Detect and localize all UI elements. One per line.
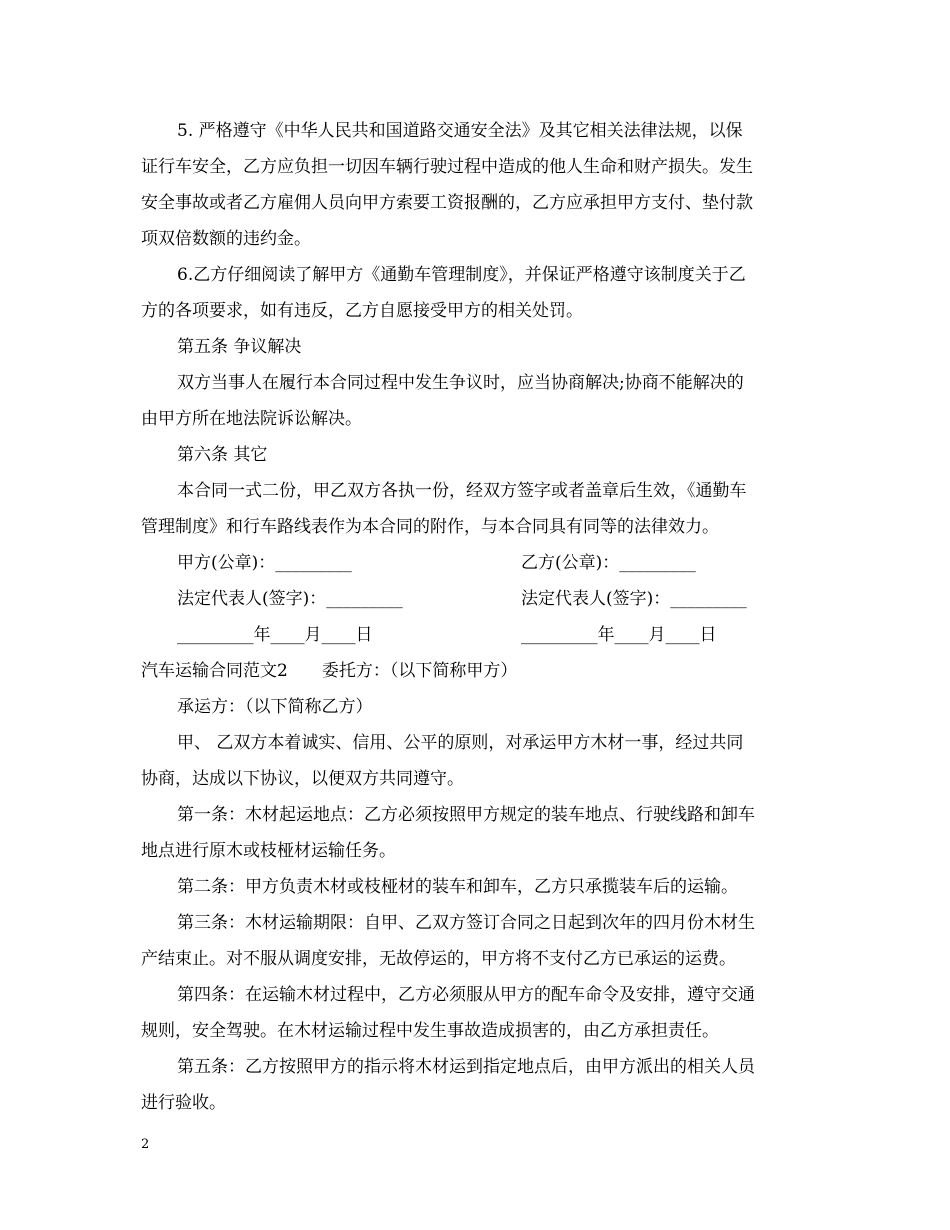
paragraph-line: 甲、 乙双方本着诚实、信用、公平的原则，对承运甲方木材一事，经过共同 — [177, 733, 744, 753]
paragraph-line: 双方当事人在履行本合同过程中发生争议时，应当协商解决;协商不能解决的 — [177, 373, 744, 393]
paragraph-line: 第四条：在运输木材过程中，乙方必须服从甲方的配车命令及安排，遵守交通 — [177, 985, 755, 1005]
contract-title-line: 汽车运输合同范文2 委托方：（以下简称甲方） — [141, 661, 518, 681]
paragraph-line: 5. 严格遵守《中华人民共和国道路交通安全法》及其它相关法律法规，以保 — [177, 121, 743, 141]
paragraph-line: 方的各项要求，如有违反，乙方自愿接受甲方的相关处罚。 — [141, 301, 583, 321]
paragraph-line: 第三条：木材运输期限：自甲、乙双方签订合同之日起到次年的四月份木材生 — [177, 913, 755, 933]
paragraph-line: 地点进行原木或枝桠材运输任务。 — [141, 841, 396, 861]
paragraph-line: 规则，安全驾驶。在木材运输过程中发生事故造成损害的，由乙方承担责任。 — [141, 1021, 719, 1041]
paragraph-line: 第二条：甲方负责木材或枝桠材的装车和卸车，乙方只承揽装车后的运输。 — [177, 877, 738, 897]
party-a-date: _________年____月____日 — [177, 625, 373, 645]
party-b-representative: 法定代表人(签字)：_________ — [521, 589, 747, 609]
party-b-date: _________年____月____日 — [521, 625, 717, 645]
party-b-seal: 乙方(公章)：_________ — [521, 553, 696, 573]
section-heading: 第六条 其它 — [177, 445, 268, 465]
paragraph-line: 进行验收。 — [141, 1093, 226, 1113]
paragraph-line: 安全事故或者乙方雇佣人员向甲方索要工资报酬的，乙方应承担甲方支付、垫付款 — [141, 193, 753, 213]
page-number: 2 — [141, 1137, 150, 1152]
paragraph-line: 协商，达成以下协议，以便双方共同遵守。 — [141, 769, 464, 789]
paragraph-line: 项双倍数额的违约金。 — [141, 229, 311, 249]
paragraph-line: 证行车安全，乙方应负担一切因车辆行驶过程中造成的他人生命和财产损失。发生 — [141, 157, 753, 177]
paragraph-line: 管理制度》和行车路线表作为本合同的附作，与本合同具有同等的法律效力。 — [141, 517, 719, 537]
party-a-representative: 法定代表人(签字)：_________ — [177, 589, 403, 609]
paragraph-line: 第五条：乙方按照甲方的指示将木材运到指定地点后，由甲方派出的相关人员 — [177, 1057, 755, 1077]
party-a-seal: 甲方(公章)：_________ — [177, 553, 352, 573]
paragraph-line: 第一条：木材起运地点：乙方必须按照甲方规定的装车地点、行驶线路和卸车 — [177, 805, 755, 825]
paragraph-line: 本合同一式二份，甲乙双方各执一份，经双方签字或者盖章后生效，《通勤车 — [177, 481, 747, 501]
paragraph-line: 承运方：（以下简称乙方） — [177, 697, 373, 717]
signature-row — [177, 589, 857, 609]
paragraph-line: 产结束止。对不服从调度安排，无故停运的，甲方将不支付乙方已承运的运费。 — [141, 949, 736, 969]
paragraph-line: 6.乙方仔细阅读了解甲方《通勤车管理制度》，并保证严格遵守该制度关于乙 — [177, 265, 746, 285]
signature-row — [177, 625, 857, 645]
section-heading: 第五条 争议解决 — [177, 337, 302, 357]
signature-row — [177, 553, 857, 573]
paragraph-line: 由甲方所在地法院诉讼解决。 — [141, 409, 362, 429]
